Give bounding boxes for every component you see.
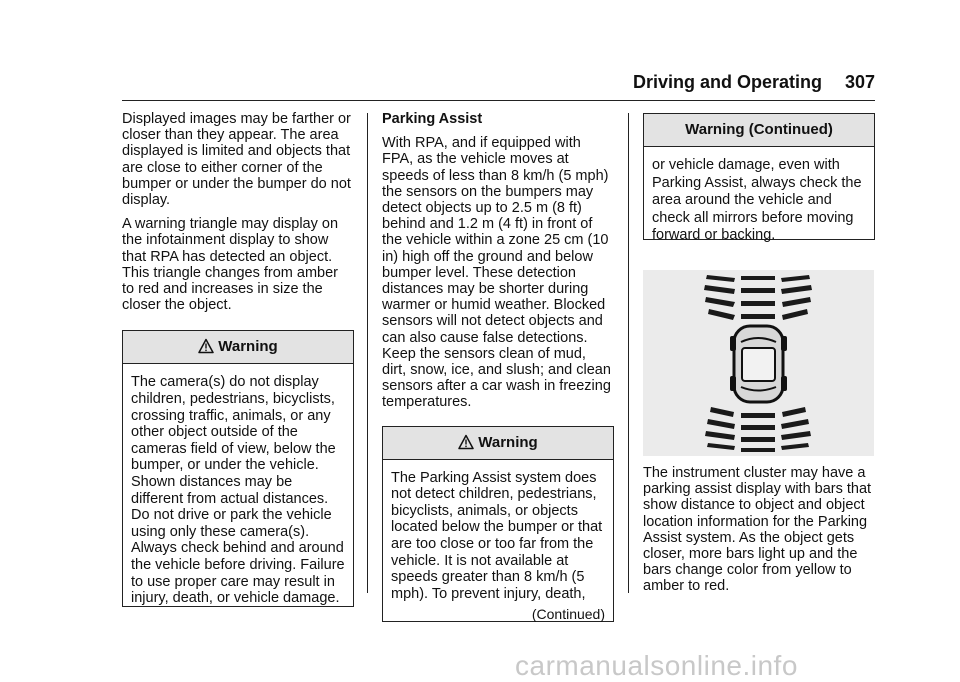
page-number: 307 — [844, 72, 875, 92]
column-3 — [643, 113, 875, 243]
warning-body: The camera(s) do not display children, pedestrians, bicyclists, crossing traffic, animals, or any other object outside of the cameras field of view, below the bumper, or under the vehicle. Shown distances may be different from actual distances. Do not drive or park the vehicle using only these camera(s). Always check behind and around the vehicle before driving. Failure to use proper care may result in injury, death, or vehicle damage. — [131, 374, 345, 607]
page-header — [633, 72, 875, 93]
warning-triangle-icon — [458, 434, 474, 450]
paragraph: With RPA, and if equipped with FPA, as the vehicle moves at speeds of less than 8 km/h (5 mph) the sensors on the bumpers may detect objects up to 2.5 m (8 ft) behind and 1.2 m (4 ft) in front of the vehicle within a zone 25 cm (10 in) high off the ground and below bumper level. These detection distances may be shorter during warmer or humid weather. Blocked sensors will not detect objects and can also cause false detections. Keep the sensors clean of mud, dirt, snow, ice, and slush; and clean sensors after a car wash in freezing temperatures. — [382, 135, 611, 411]
car-top-view-icon — [730, 326, 787, 402]
section-title: Driving and Operating — [633, 72, 823, 92]
continued-label: (Continued) — [531, 606, 605, 623]
warning-body: or vehicle damage, even with Parking Assist, always check the area around the vehicle and check all mirrors before moving forward or backing. — [652, 157, 862, 243]
front-distance-bars — [704, 275, 812, 320]
parking-assist-graphic — [643, 270, 874, 456]
warning-header: Warning (Continued) — [644, 114, 874, 147]
warning-triangle-icon — [198, 338, 214, 354]
column-divider — [628, 113, 629, 593]
warning-box — [382, 426, 614, 622]
column-2 — [382, 111, 614, 622]
paragraph: Displayed images may be farther or closer than they appear. The area displayed is limited and objects that are close to either corner of the bumper or under the bumper do not display. — [122, 111, 351, 209]
warning-body: The Parking Assist system does not detect children, pedestrians, bicyclists, animals, or objects located below the bumper or that are too close or too far from the vehicle. It is not available at speeds greater than 8 km/h (5 mph). To prevent injury, death, — [391, 469, 603, 602]
warning-box-continued — [643, 113, 875, 243]
column-divider — [367, 113, 368, 593]
paragraph: The instrument cluster may have a parking assist display with bars that show distance to object and object location information for the Parking Assist system. As the object gets closer, more bars light up and the bars change color from yellow to amber to red. — [643, 465, 872, 595]
rear-distance-bars — [705, 407, 811, 452]
parking-assist-display — [643, 270, 874, 456]
section-heading: Parking Assist — [382, 111, 483, 127]
column-1 — [122, 111, 354, 607]
column-3-text — [643, 465, 875, 603]
header-rule — [122, 100, 875, 101]
paragraph: A warning triangle may display on the infotainment display to show that RPA has detected an object. This triangle changes from amber to red and increases in size the closer the object. — [122, 216, 339, 314]
warning-box — [122, 330, 354, 607]
warning-header — [123, 331, 353, 364]
warning-title: Warning — [218, 338, 278, 356]
watermark: carmanualsonline.info — [515, 650, 798, 681]
warning-title: Warning — [478, 433, 538, 451]
warning-header — [383, 427, 613, 460]
